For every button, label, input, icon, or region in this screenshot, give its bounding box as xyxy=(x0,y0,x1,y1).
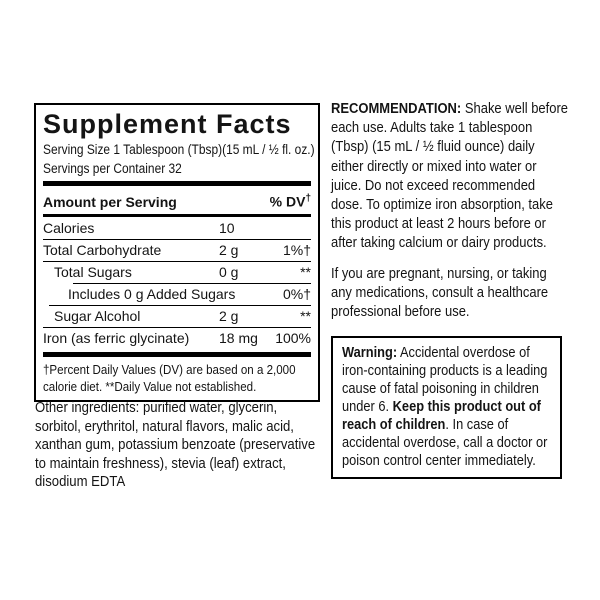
recommendation-paragraph xyxy=(331,100,569,254)
nutrient-row-sugar-alcohol xyxy=(43,305,311,327)
percent-dv-label: % DV† xyxy=(269,193,311,210)
dagger-superscript: † xyxy=(305,193,311,204)
divider-thick-top xyxy=(43,181,311,186)
servings-per-container-text: Servings per Container 32 xyxy=(43,161,182,176)
divider-thick-bottom xyxy=(43,352,311,357)
nutrient-dv: ** xyxy=(300,307,311,324)
nutrient-label: Total Sugars xyxy=(54,263,132,280)
recommendation-text: Shake well before each use. Adults take 1 tablespoon (Tbsp) (15 mL / ½ fluid ounce) daily either directly or mixed into water or juice. Do not exceed recommended dose. To optimize iron absorption, take this product at least 2 hours before or after taking calcium or dairy products. xyxy=(331,101,569,252)
supplement-facts-panel xyxy=(34,103,320,402)
other-ingredients-text: Other ingredients: purified water, glycerin, sorbitol, erythritol, natural flavors, malic acid, xanthan gum, potassium benzoate (preservative to maintain freshness), stevia (leaf) extract, disodium EDTA xyxy=(35,399,316,490)
nutrient-amount: 18 mg xyxy=(219,329,258,346)
daily-value-footnote: †Percent Daily Values (DV) are based on a 2,000 calorie diet. **Daily Value not established. xyxy=(43,361,296,394)
nutrient-label: Calories xyxy=(43,219,95,236)
warning-text: Warning: Accidental overdose of iron-containing products is a leading cause of fatal poisoning in children under 6. Keep this product out of reach of children. In case of accidental overdose, call a doctor or poison control center immediately. xyxy=(342,345,548,470)
amount-per-serving-header-row xyxy=(43,188,311,213)
pregnancy-advisory-paragraph: If you are pregnant, nursing, or taking any medications, consult a healthcare professional before use. xyxy=(331,265,549,321)
nutrient-dv: 1%† xyxy=(282,241,311,258)
recommendation-label: RECOMMENDATION: xyxy=(331,101,462,117)
nutrient-amount: 2 g xyxy=(219,307,239,324)
amount-per-serving-label: Amount per Serving xyxy=(43,193,177,210)
supplement-facts-title: Supplement Facts xyxy=(43,109,292,139)
nutrient-dv: 0%† xyxy=(282,285,311,302)
nutrient-amount: 0 g xyxy=(219,263,239,280)
nutrient-label: Includes 0 g Added Sugars xyxy=(68,285,236,302)
serving-size-text: Serving Size 1 Tablespoon (Tbsp)(15 mL / ½ fl. oz.) xyxy=(43,142,315,157)
usage-information-column xyxy=(331,100,571,479)
nutrient-row-added-sugars xyxy=(43,283,311,305)
nutrient-dv: 100% xyxy=(275,329,311,346)
nutrient-row-calories xyxy=(43,217,311,239)
nutrient-amount: 10 xyxy=(219,219,235,236)
nutrient-amount: 2 g xyxy=(219,241,239,258)
nutrient-row-total-sugars xyxy=(43,261,311,283)
nutrient-label: Iron (as ferric glycinate) xyxy=(43,329,190,346)
nutrient-row-total-carbohydrate xyxy=(43,239,311,261)
nutrient-row-iron xyxy=(43,327,311,349)
nutrient-label: Total Carbohydrate xyxy=(43,241,162,258)
warning-label: Warning: xyxy=(342,345,398,362)
nutrient-label: Sugar Alcohol xyxy=(54,307,141,324)
nutrient-dv: ** xyxy=(300,263,311,280)
warning-bold-phrase: Keep this product out of reach of children xyxy=(342,399,541,434)
warning-box xyxy=(331,336,562,479)
